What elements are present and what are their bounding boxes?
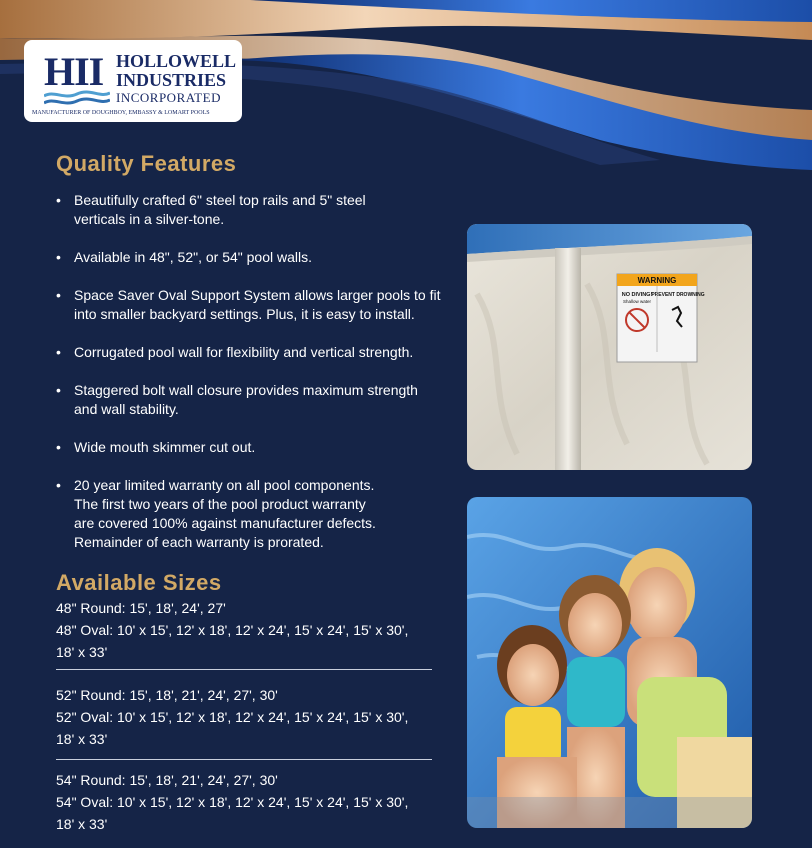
size-divider xyxy=(56,669,432,670)
company-logo xyxy=(24,40,242,122)
sign-right-text: PREVENT DROWNING xyxy=(651,292,705,298)
oval-sizes: 54" Oval: 10' x 15', 12' x 18', 12' x 24', 15' x 24', 15' x 30', 18' x 33' xyxy=(56,794,409,832)
round-sizes: 48" Round: 15', 18', 24', 27' xyxy=(56,600,226,616)
feature-item: • Space Saver Oval Support System allows larger pools to fit into smaller backyard settings. Plus, it is easy to install. xyxy=(56,286,456,324)
logo-text-industries: INDUSTRIES xyxy=(116,70,227,90)
quality-features-heading: Quality Features xyxy=(56,151,237,176)
size-group-48 xyxy=(56,597,436,663)
family-pool-photo xyxy=(467,497,752,828)
size-group-52 xyxy=(56,684,436,750)
pool-wall-photo xyxy=(467,224,752,470)
wave-icon xyxy=(44,90,110,108)
feature-item: • Beautifully crafted 6" steel top rails and 5" steel verticals in a silver-tone. xyxy=(56,191,456,229)
sign-title: WARNING xyxy=(637,276,677,285)
logo-text-hollowell: HOLLOWELL xyxy=(116,51,237,71)
size-divider xyxy=(56,759,432,760)
available-sizes-heading: Available Sizes xyxy=(56,570,222,595)
size-group-54 xyxy=(56,769,436,835)
oval-sizes: 52" Oval: 10' x 15', 12' x 18', 12' x 24', 15' x 24', 15' x 30', 18' x 33' xyxy=(56,709,409,747)
oval-sizes: 48" Oval: 10' x 15', 12' x 18', 12' x 24', 15' x 24', 15' x 30', 18' x 33' xyxy=(56,622,409,660)
logo-mark: HII xyxy=(44,49,104,94)
sign-left-text: NO DIVING! xyxy=(621,292,653,298)
feature-item: • Wide mouth skimmer cut out. xyxy=(56,438,456,457)
logo-text-incorporated: INCORPORATED xyxy=(116,90,221,105)
round-sizes: 54" Round: 15', 18', 21', 24', 27', 30' xyxy=(56,772,278,788)
feature-item: • Staggered bolt wall closure provides maximum strength and wall stability. xyxy=(56,381,456,419)
feature-item: • 20 year limited warranty on all pool components. The first two years of the pool product warranty are covered 100% against manufacturer defects. Remainder of each warranty is prorated. xyxy=(56,476,456,552)
logo-tagline: MANUFACTURER OF DOUGHBOY, EMBASSY & LOMART POOLS xyxy=(32,110,210,116)
feature-item: • Available in 48", 52", or 54" pool walls. xyxy=(56,248,456,267)
feature-item: • Corrugated pool wall for flexibility and vertical strength. xyxy=(56,343,456,362)
sign-left-subtext: Shallow water xyxy=(622,299,652,304)
features-list xyxy=(56,191,456,571)
round-sizes: 52" Round: 15', 18', 21', 24', 27', 30' xyxy=(56,687,278,703)
